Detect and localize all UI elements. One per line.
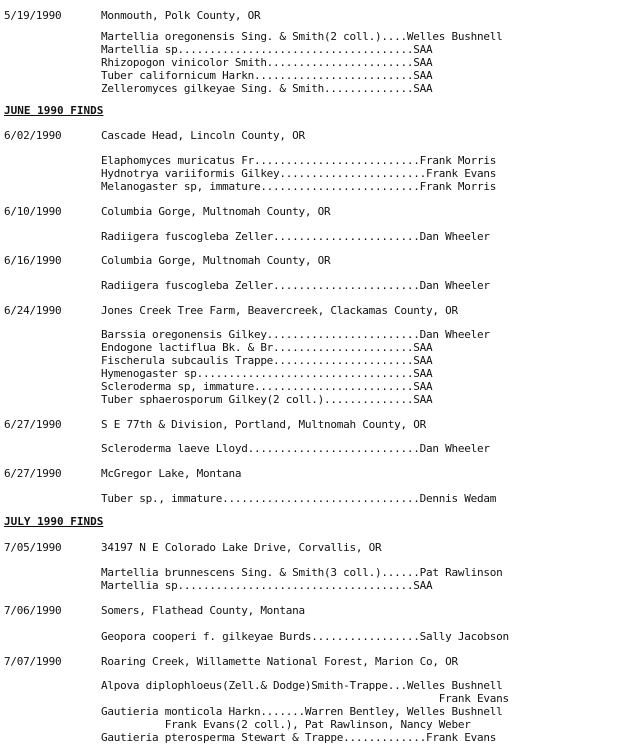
find-line: Hymenogaster sp..................................SAA	[101, 367, 433, 380]
entry-location: Columbia Gorge, Multnomah County, OR	[101, 254, 331, 267]
entry-date: 6/24/1990	[4, 304, 62, 317]
entry-date: 5/19/1990	[4, 9, 62, 22]
find-line: Endogone lactiflua Bk. & Br......................SAA	[101, 341, 433, 354]
entry-date: 7/06/1990	[4, 604, 62, 617]
find-line: Gautieria monticola Harkn.......Warren Bentley, Welles Bushnell	[101, 705, 503, 718]
find-line: Martellia sp.....................................SAA	[101, 43, 433, 56]
find-line: Hydnotrya variiformis Gilkey.......................Frank Evans	[101, 167, 497, 180]
find-line-continuation: Frank Evans	[101, 692, 509, 705]
entry-date: 6/16/1990	[4, 254, 62, 267]
entry-date: 6/10/1990	[4, 205, 62, 218]
entry-date: 7/05/1990	[4, 541, 62, 554]
find-line: Tuber californicum Harkn.........................SAA	[101, 69, 433, 82]
section-header-july: JULY 1990 FINDS	[4, 515, 104, 528]
find-line: Tuber sphaerosporum Gilkey(2 coll.)..............SAA	[101, 393, 433, 406]
find-line: Alpova diplophloeus(Zell.& Dodge)Smith-Trappe...Welles Bushnell	[101, 679, 503, 692]
entry-location: Columbia Gorge, Multnomah County, OR	[101, 205, 331, 218]
entry-date: 6/27/1990	[4, 418, 62, 431]
section-header-june: JUNE 1990 FINDS	[4, 104, 104, 117]
find-line: Tuber sp., immature...............................Dennis Wedam	[101, 492, 497, 505]
find-line: Barssia oregonensis Gilkey........................Dan Wheeler	[101, 328, 490, 341]
entry-location: Jones Creek Tree Farm, Beavercreek, Clackamas County, OR	[101, 304, 458, 317]
entry-location: S E 77th & Division, Portland, Multnomah County, OR	[101, 418, 427, 431]
entry-date: 6/02/1990	[4, 129, 62, 142]
find-line: Scleroderma laeve Lloyd...........................Dan Wheeler	[101, 442, 490, 455]
entry-location: Monmouth, Polk County, OR	[101, 9, 261, 22]
find-line: Elaphomyces muricatus Fr..........................Frank Morris	[101, 154, 497, 167]
find-line: Martellia oregonensis Sing. & Smith(2 coll.)....Welles Bushnell	[101, 30, 503, 43]
entry-location: 34197 N E Colorado Lake Drive, Corvallis, OR	[101, 541, 382, 554]
find-line: Martellia sp.....................................SAA	[101, 579, 433, 592]
entry-location: Cascade Head, Lincoln County, OR	[101, 129, 305, 142]
find-line: Fischerula subcaulis Trappe......................SAA	[101, 354, 433, 367]
entry-location: Roaring Creek, Willamette National Forest, Marion Co, OR	[101, 655, 458, 668]
find-line: Gautieria pterosperma Stewart & Trappe.............Frank Evans	[101, 731, 497, 744]
find-line: Rhizopogon vinicolor Smith.......................SAA	[101, 56, 433, 69]
find-line-continuation: Frank Evans(2 coll.), Pat Rawlinson, Nancy Weber	[101, 718, 471, 731]
entry-date: 7/07/1990	[4, 655, 62, 668]
entry-location: McGregor Lake, Montana	[101, 467, 242, 480]
find-line: Martellia brunnescens Sing. & Smith(3 coll.)......Pat Rawlinson	[101, 566, 503, 579]
find-line: Zelleromyces gilkeyae Sing. & Smith..............SAA	[101, 82, 433, 95]
find-line: Geopora cooperi f. gilkeyae Burds.................Sally Jacobson	[101, 630, 509, 643]
entry-date: 6/27/1990	[4, 467, 62, 480]
find-line: Radiigera fuscogleba Zeller.......................Dan Wheeler	[101, 230, 490, 243]
find-line: Melanogaster sp, immature.........................Frank Morris	[101, 180, 497, 193]
find-line: Scleroderma sp, immature.........................SAA	[101, 380, 433, 393]
find-line: Radiigera fuscogleba Zeller.......................Dan Wheeler	[101, 279, 490, 292]
entry-location: Somers, Flathead County, Montana	[101, 604, 305, 617]
